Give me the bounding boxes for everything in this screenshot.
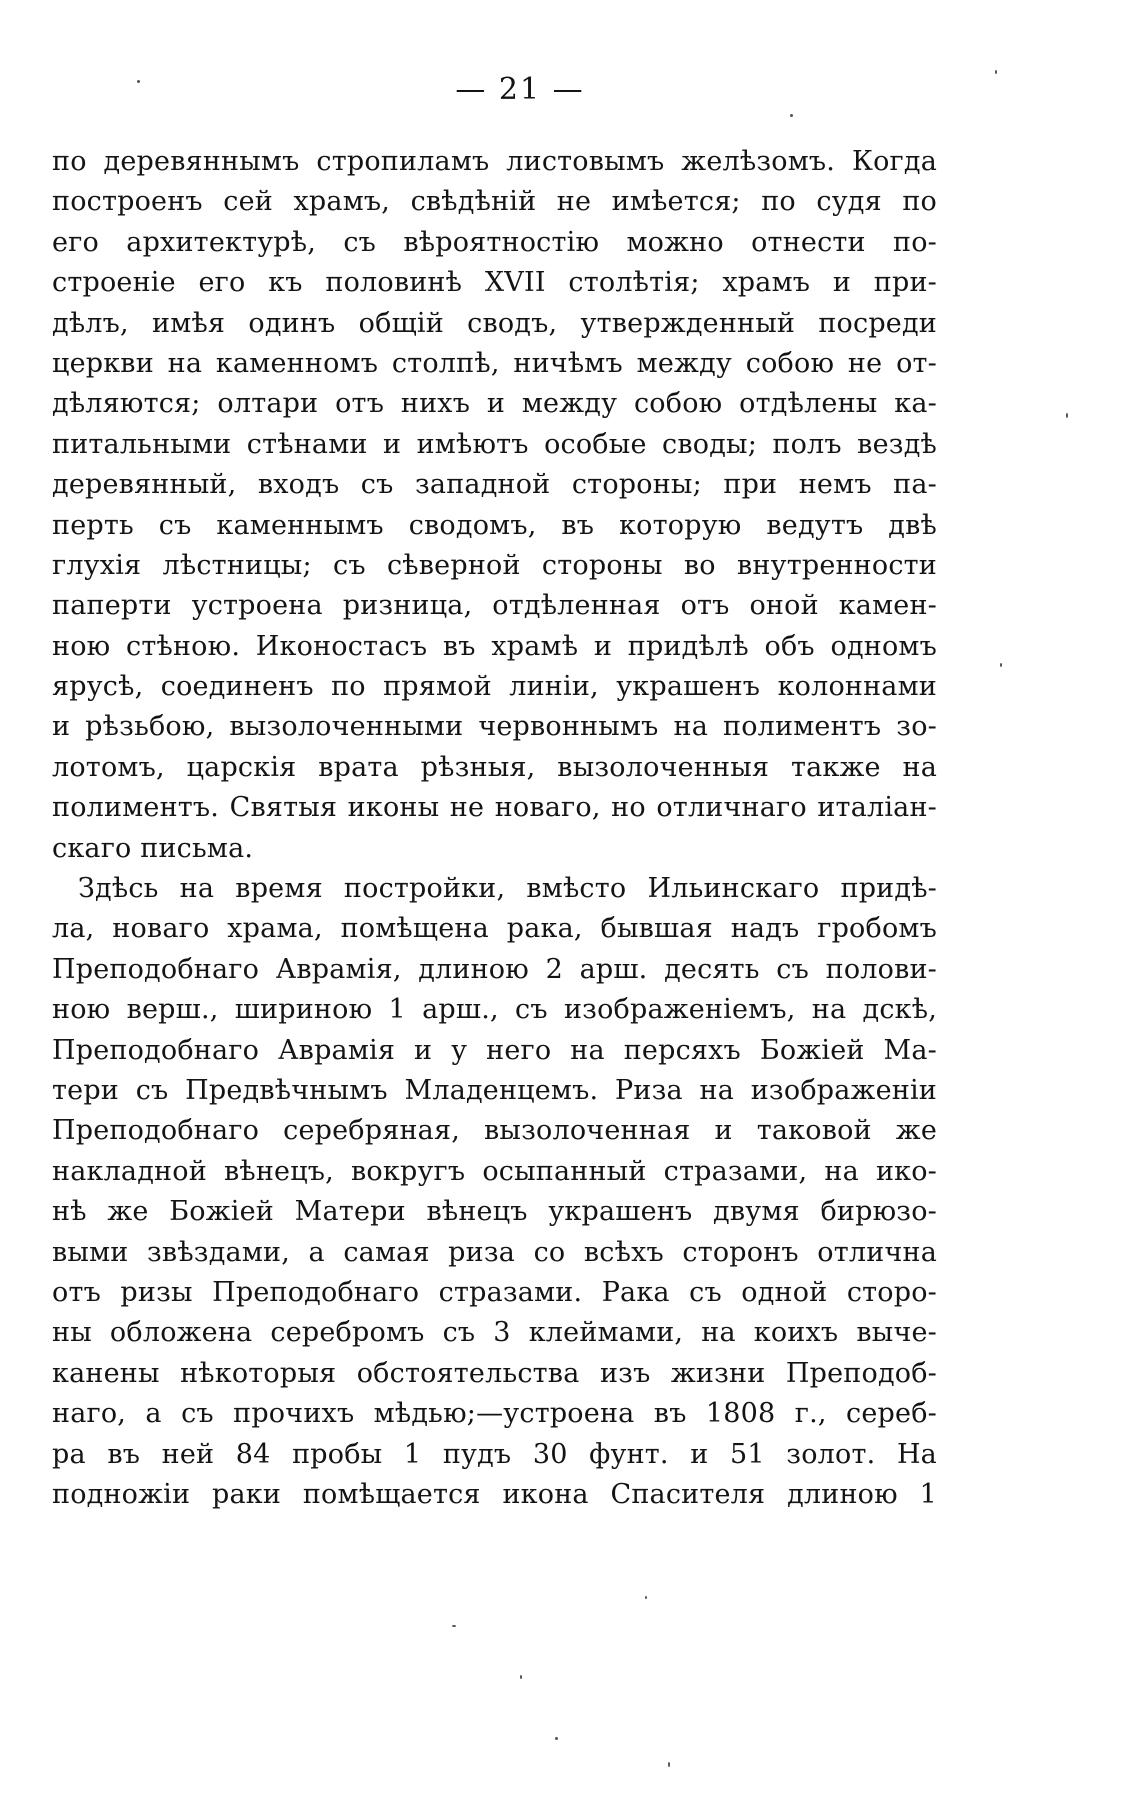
text-line: и рѣзьбою, вызолоченными червоннымъ на полиментъ зо- [52, 711, 937, 743]
text-line: перть съ каменнымъ сводомъ, въ которую ведутъ двѣ [52, 509, 937, 541]
scan-speck [995, 70, 997, 74]
scan-speck [790, 114, 793, 117]
scan-speck [645, 1596, 647, 1599]
scan-speck [1066, 413, 1068, 418]
text-line: лотомъ, царскія врата рѣзныя, вызолоченныя также на [52, 751, 937, 783]
text-line: питальными стѣнами и имѣютъ особые своды; полъ вездѣ [52, 428, 937, 460]
text-line: деревянный, входъ съ западной стороны; при немъ па- [52, 469, 937, 501]
text-line: подножіи раки помѣщается икона Спасителя длиною 1 [52, 1478, 937, 1510]
text-line: тери съ Предвѣчнымъ Младенцемъ. Риза на изображеніи [52, 1074, 937, 1106]
body-text [52, 142, 937, 1515]
text-line: ною верш., шириною 1 арш., съ изображеніемъ, на дскѣ, [52, 994, 937, 1026]
page-number: — 21 — [455, 72, 585, 107]
text-line: выми звѣздами, а самая риза со всѣхъ сторонъ отлична [52, 1236, 937, 1268]
scan-speck [452, 1625, 456, 1627]
text-line: дѣлъ, имѣя одинъ общій сводъ, утвержденный посреди [52, 307, 937, 339]
scan-speck [555, 1737, 558, 1740]
text-line: ны обложена серебромъ съ 3 клеймами, на коихъ выче- [52, 1317, 937, 1349]
text-line: накладной вѣнецъ, вокругъ осыпанный стразами, на ико- [52, 1155, 937, 1187]
text-line: наго, а съ прочихъ мѣдью;—устроена въ 1808 г., сереб- [52, 1398, 937, 1430]
text-line: его архитектурѣ, съ вѣроятностію можно отнести по- [52, 226, 937, 258]
text-line: церкви на каменномъ столпѣ, ничѣмъ между собою не от- [52, 347, 937, 379]
scan-speck [520, 1675, 522, 1679]
text-line: ла, новаго храма, помѣщена рака, бывшая надъ гробомъ [52, 913, 937, 945]
paragraph-2 [52, 869, 937, 1515]
paragraph-1 [52, 142, 937, 869]
scan-speck [1000, 663, 1002, 667]
text-line: канены нѣкоторыя обстоятельства изъ жизни Преподоб- [52, 1357, 937, 1389]
text-line: Здѣсь на время постройки, вмѣсто Ильинскаго придѣ- [78, 873, 937, 905]
text-line: ярусѣ, соединенъ по прямой линіи, украшенъ колоннами [52, 671, 937, 703]
text-line: отъ ризы Преподобнаго стразами. Рака съ одной сторо- [52, 1276, 937, 1308]
text-line: нѣ же Божіей Матери вѣнецъ украшенъ двумя бирюзо- [52, 1196, 937, 1228]
text-line: Преподобнаго серебряная, вызолоченная и таковой же [52, 1115, 937, 1147]
text-line: по деревяннымъ стропиламъ листовымъ желѣзомъ. Когда [52, 146, 937, 177]
text-line: построенъ сей храмъ, свѣдѣній не имѣется; по судя по [52, 186, 937, 218]
text-line: ною стѣною. Иконостасъ въ храмѣ и придѣлѣ объ одномъ [52, 630, 937, 662]
text-line: дѣляются; олтари отъ нихъ и между собою отдѣлены ка- [52, 388, 937, 420]
text-line: Преподобнаго Аврамія и у него на персяхъ Божіей Ма- [52, 1034, 937, 1066]
text-line: строеніе его къ половинѣ XVII столѣтія; храмъ и при- [52, 267, 937, 299]
scan-speck [668, 1762, 670, 1767]
text-line: скаго письма. [52, 832, 254, 864]
text-line: ра въ ней 84 пробы 1 пудъ 30 фунт. и 51 золот. На [52, 1438, 937, 1470]
scan-speck [137, 80, 140, 83]
text-line: глухія лѣстницы; съ сѣверной стороны во внутренности [52, 549, 937, 581]
text-line: полиментъ. Святыя иконы не новаго, но отличнаго италіан- [52, 792, 937, 824]
text-line: паперти устроена ризница, отдѣленная отъ оной камен- [52, 590, 937, 622]
text-line: Преподобнаго Аврамія, длиною 2 арш. десять съ полови- [52, 953, 937, 985]
